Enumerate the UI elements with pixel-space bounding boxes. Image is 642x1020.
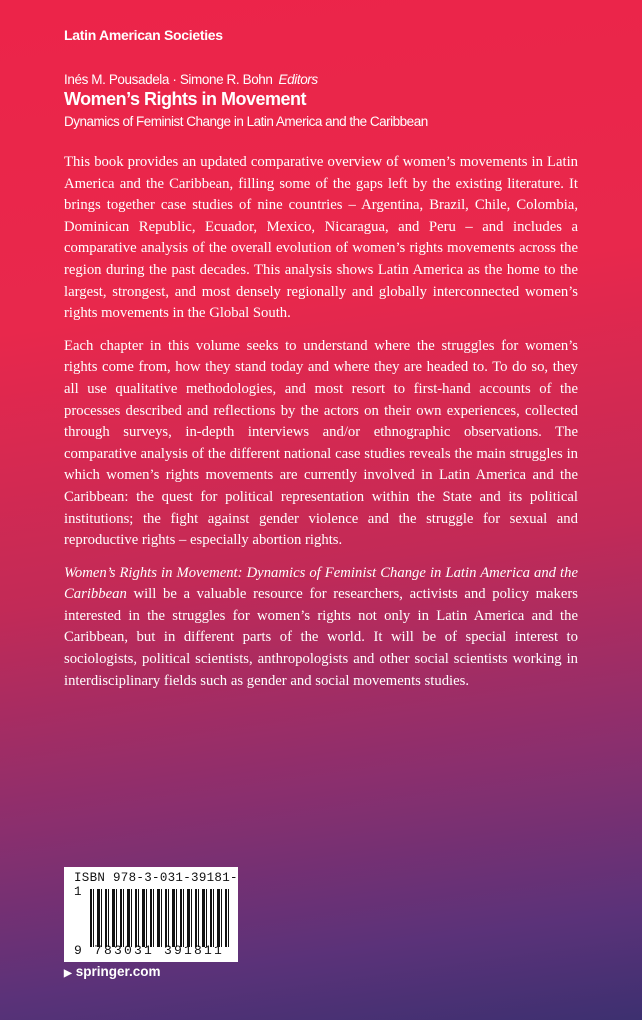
paragraph-3-text: will be a valuable resource for researchers, activists and policy makers interested in the struggles for women’s rights not only in Latin America and the Caribbean, but in different parts of the world. It will be of special interest to sociologists, political scientists, anthropologists and other social scientists working in interdisciplinary fields such as gender and social movements studies. (64, 586, 578, 689)
editors-line (64, 72, 318, 87)
blurb-paragraph-1: This book provides an updated comparative overview of women’s movements in Latin America and the Caribbean, filling some of the gaps left by the existing literature. It brings together case studies of nine countries – Argentina, Brazil, Chile, Colombia, Dominican Republic, Ecuador, Mexico, Nicaragua, and Peru – and includes a comparative analysis of the overall evolution of women’s rights movements across the region during the past decades. This analysis shows Latin America as the home to the largest, strongest, and most densely regionally and globally interconnected women’s rights movements in the Global South. (64, 154, 578, 322)
blurb (64, 152, 578, 703)
barcode-digits: 9 783031 391811 (74, 943, 225, 958)
isbn-barcode (64, 867, 238, 962)
book-title-reference: Women’s Rights in Movement: Dynamics of Feminist Change in Latin America and the Caribbean (64, 564, 578, 603)
play-arrow-icon: ▶ (64, 968, 72, 979)
website-text: springer.com (75, 964, 161, 979)
editors-role: Editors (278, 72, 318, 87)
barcode-bars (90, 889, 230, 947)
isbn-text: ISBN 978-3-031-39181-1 (74, 871, 238, 899)
book-title: Women’s Rights in Movement (64, 89, 307, 109)
blurb-paragraph-2: Each chapter in this volume seeks to understand where the struggles for women’s rights come from, how they stand today and where they are headed to. To do so, they all use qualitative methodologies, and most resort to first-hand accounts of the processes described and reflections by the actors on their own experiences, collected through surveys, in-depth interviews and/or ethnographic observations. The comparative analysis of the different national case studies reveals the main struggles in which women’s rights movements are currently involved in Latin America and the Caribbean: the quest for political representation within the State and its political institutions; the fight against gender violence and the struggle for sexual and reproductive rights – especially abortion rights. (64, 337, 578, 549)
blurb-paragraph-3 (64, 563, 578, 693)
book-subtitle: Dynamics of Feminist Change in Latin America and the Caribbean (64, 114, 428, 129)
website-link[interactable] (64, 964, 160, 979)
editor-names: Inés M. Pousadela · Simone R. Bohn (64, 72, 273, 87)
series-name: Latin American Societies (64, 27, 223, 43)
